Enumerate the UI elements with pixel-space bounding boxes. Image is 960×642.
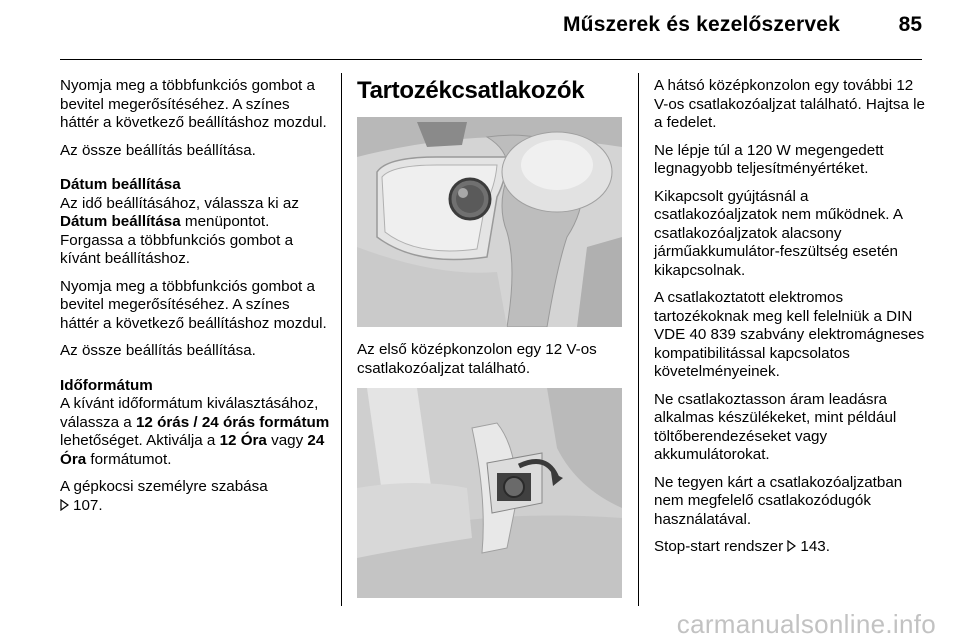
paragraph: Nyomja meg a többfunkciós gombot a bevitel megerősítéséhez. A színes háttér a következő beállításhoz mozdul. xyxy=(60,277,327,332)
text: vagy xyxy=(266,432,308,449)
bold-text: Dátum beállítása xyxy=(60,213,181,230)
paragraph: Az össze beállítás beállítása. xyxy=(60,141,256,159)
column-divider-1 xyxy=(341,73,342,606)
paragraph: A hátsó középkonzolon egy további 12 V-os csatlakozóaljzat található. Hajtsa le a fedelet. xyxy=(654,77,925,131)
bold-text: 12 órás / 24 órás formátum xyxy=(135,413,330,431)
front-console-socket-image xyxy=(357,117,622,327)
paragraph: A csatlakoztatott elektromos tartozékoknak meg kell felelniük a DIN VDE 40 839 szabvány elektromágneses kompatibilitással kapcsolatos követelményeinek. xyxy=(654,289,925,380)
header-title: Műszerek és kezelőszervek xyxy=(562,13,840,36)
cross-reference[interactable] xyxy=(60,478,332,515)
text: lehetőséget. Aktiválja a xyxy=(60,432,220,449)
column-2 xyxy=(357,77,625,598)
rear-console-socket-image xyxy=(357,388,622,598)
header-rule xyxy=(60,59,922,60)
subheading-time-format: Időformátum xyxy=(60,376,153,394)
paragraph: Ne tegyen kárt a csatlakozóaljzatban nem megfelelő csatlakozódugók használatával. xyxy=(654,473,903,528)
column-3 xyxy=(654,77,926,566)
paragraph: Az össze beállítás beállítása. xyxy=(60,342,256,359)
text: A kívánt időformátum kiválasztásához, válassza a xyxy=(60,395,319,431)
paragraph: Ne lépje túl a 120 W megengedett legnagyobb teljesítményértéket. xyxy=(654,141,884,177)
page-reference: 143. xyxy=(800,538,830,555)
paragraph: Kikapcsolt gyújtásnál a csatlakozóaljzatok nem működnek. A csatlakozóaljzatok alacsony járműakkumulátor-feszültség esetén kikapcsolnak. xyxy=(654,187,903,279)
page-number: 85 xyxy=(898,13,922,36)
bold-text: 12 Óra xyxy=(219,432,267,449)
text: menüpontot. Forgassa a többfunkciós gombot a kívánt beállításhoz. xyxy=(60,213,294,267)
text: Az idő beállításához, válassza ki az xyxy=(60,194,299,212)
link-text: A gépkocsi személyre szabása xyxy=(60,478,268,495)
link-text: Stop-start rendszer xyxy=(654,538,784,555)
bold-text: 24 Óra xyxy=(60,432,325,468)
column-divider-2 xyxy=(638,73,639,606)
time-format-section xyxy=(60,377,332,470)
watermark: carmanualsonline.info xyxy=(676,609,936,639)
image-caption: Az első középkonzolon egy 12 V-os csatlakozóaljzat található. xyxy=(357,341,597,377)
column-1 xyxy=(60,77,332,524)
subheading-date: Dátum beállítása xyxy=(60,176,181,193)
text: formátumot. xyxy=(86,450,172,468)
paragraph: Ne csatlakoztasson áram leadásra alkalmas készülékeket, mint például töltőberendezéseket vagy akkumulátorokat. xyxy=(654,390,897,463)
arrow-right-icon xyxy=(787,540,796,552)
paragraph: Nyomja meg a többfunkciós gombot a bevitel megerősítéséhez. A színes háttér a következő beállításhoz mozdul. xyxy=(60,77,327,131)
arrow-right-icon xyxy=(60,499,69,511)
section-heading: Tartozékcsatlakozók xyxy=(357,77,585,104)
cross-reference[interactable] xyxy=(654,538,926,557)
date-section xyxy=(60,176,332,269)
page-reference: 107. xyxy=(73,496,103,514)
